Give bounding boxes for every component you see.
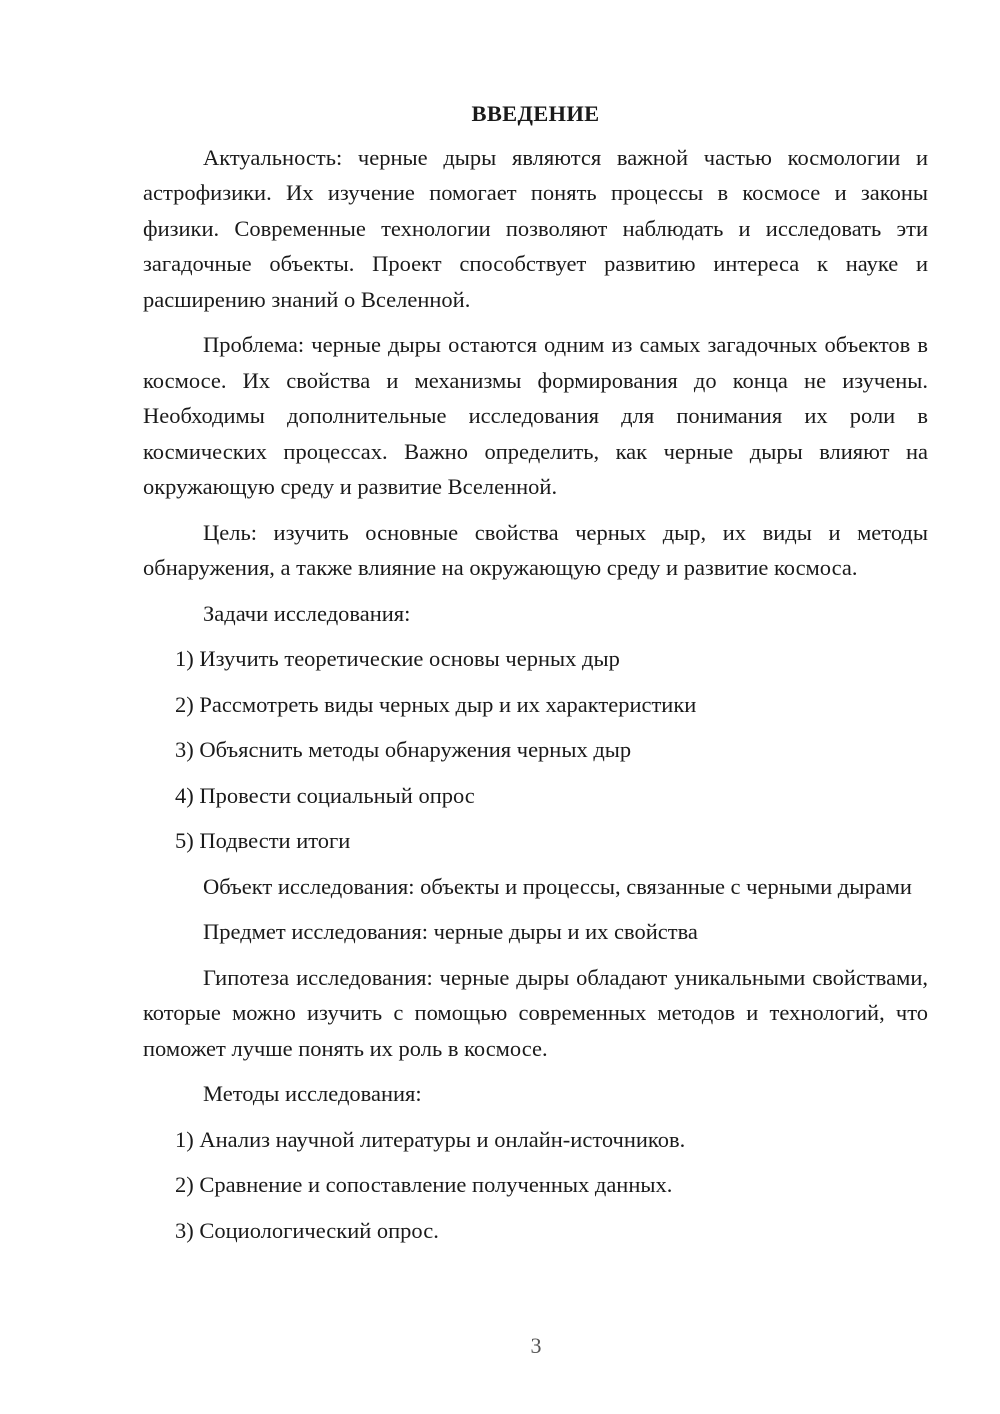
page-title: ВВЕДЕНИЕ [471, 101, 600, 126]
list-item: 2) Рассмотреть виды черных дыр и их характеристики [175, 691, 697, 717]
tasks-heading: Задачи исследования: [203, 600, 411, 626]
goal-paragraph: Цель: изучить основные свойства черных дыр, их виды и методы обнаружения, а также влияние на окружающую среду и развитие космоса. [143, 519, 928, 580]
relevance-paragraph: Актуальность: черные дыры являются важной частью космологии и астрофизики. Их изучение помогает понять процессы в космосе и законы физики. Современные технологии позволяют наблюдать и исследовать эти загадочные объекты. Проект способствует развитию интереса к науке и расширению знаний о Вселенной. [143, 144, 928, 312]
subject-paragraph: Предмет исследования: черные дыры и их свойства [203, 919, 698, 944]
object-paragraph: Объект исследования: объекты и процессы, связанные с черными дырами [203, 873, 912, 899]
tasks-list [143, 641, 928, 859]
page-number: 3 [530, 1333, 542, 1358]
methods-heading: Методы исследования: [203, 1081, 422, 1106]
list-item: 4) Провести социальный опрос [175, 782, 475, 808]
list-item: 2) Сравнение и сопоставление полученных данных. [175, 1172, 673, 1197]
list-item: 5) Подвести итоги [175, 828, 351, 853]
hypothesis-paragraph: Гипотеза исследования: черные дыры обладают уникальными свойствами, которые можно изучить с помощью современных методов и технологий, что поможет лучше понять их роль в космосе. [143, 964, 928, 1061]
list-item: 3) Социологический опрос. [175, 1217, 439, 1243]
list-item: 1) Анализ научной литературы и онлайн-источников. [175, 1126, 686, 1152]
document-body [143, 96, 928, 1258]
problem-paragraph: Проблема: черные дыры остаются одним из самых загадочных объектов в космосе. Их свойства и механизмы формирования до конца не изучены. Необходимы дополнительные исследования для понимания их роли в космических процессах. Важно определить, как черные дыры влияют на окружающую среду и развитие Вселенной. [143, 332, 928, 499]
list-item: 3) Объяснить методы обнаружения черных дыр [175, 737, 632, 762]
list-item: 1) Изучить теоретические основы черных дыр [175, 646, 620, 671]
methods-list [143, 1122, 928, 1249]
